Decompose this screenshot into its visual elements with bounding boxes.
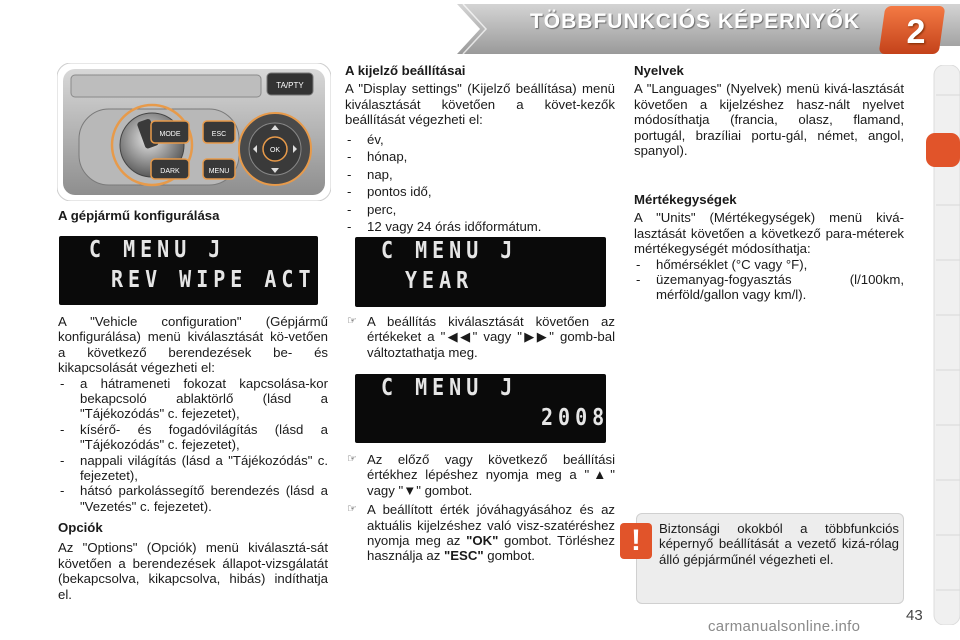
menu-button-label: MENU [208, 168, 230, 175]
options-section [58, 520, 328, 602]
list-item: - kísérő- és fogadóvilágítás (lásd a "Tájékozódás" c. fejezetet), [58, 422, 328, 453]
list-item: - üzemanyag-fogyasztás (l/100km, mérföld/gallon vagy km/l). [634, 272, 904, 303]
display-settings-intro: A "Display settings" (Kijelző beállítása) menü kiválasztását követően a követ-kezők beállítását végezheti el: [345, 81, 615, 128]
units-list [634, 257, 904, 303]
instruction-text: gombot. Törléshez használja az [367, 533, 615, 564]
chapter-number: 2 [906, 13, 926, 51]
vehicle-config-list [58, 376, 328, 515]
page-number: 43 [906, 607, 923, 624]
lcd-display-year [355, 237, 606, 307]
lcd-line-2: 2008 [541, 403, 610, 431]
lcd-display-vehicle-config [59, 236, 318, 305]
chapter-tab-strip [926, 65, 960, 625]
warning-icon: ! [620, 523, 652, 559]
instruction-text: A beállítás kiválasztását követően az értékeket a "◀◀" vagy "▶▶" gomb-bal változtathatja meg. [367, 314, 615, 360]
watermark: carmanualsonline.info [708, 618, 861, 635]
list-item: - nap, [345, 166, 615, 184]
control-panel-illustration [57, 63, 331, 201]
ta-pty-label: TA/PTY [276, 81, 304, 90]
list-item: - hőmérséklet (°C vagy °F), [634, 257, 904, 272]
list-item: - pontos idő, [345, 183, 615, 201]
list-item: - a hátrameneti fokozat kapcsolása-kor bekapcsoló ablaktörlő (lásd a "Tájékozódás" c. fejezetet), [58, 376, 328, 422]
pointer-hand-icon: ☞ [347, 453, 357, 465]
vehicle-config-section [58, 314, 328, 514]
vehicle-config-caption: A gépjármű konfigurálása [58, 208, 220, 223]
languages-text: A "Languages" (Nyelvek) menü kivá-lasztását követően a kijelzéshez hasz-nált nyelvet módosíthatja (francia, olasz, flamand, portugál, brazíliai portu-gál, német, angol, spanyol). [634, 81, 904, 159]
lcd-display-2008 [355, 373, 610, 443]
display-settings-heading: A kijelző beállításai [345, 63, 466, 78]
list-item: - perc, [345, 201, 615, 219]
instruction-text: A beállított érték jóváhagyásához és az aktuális kijelzéshez való visz-szatéréshez nyomja meg az [367, 502, 615, 549]
pointer-hand-icon: ☞ [347, 503, 357, 516]
ok-button-ref: "OK" [466, 533, 499, 549]
lcd-line-1: C MENU J [381, 373, 518, 401]
instruction-text: gombot. [483, 548, 535, 564]
languages-section [634, 63, 904, 158]
dark-button-label: DARK [160, 168, 180, 175]
ok-button-label: OK [269, 147, 281, 154]
list-item: - hátsó parkolássegítő berendezés (lásd a "Vezetés" c. fejezetet). [58, 483, 328, 514]
lcd-line-1: C MENU J [89, 235, 226, 263]
languages-heading: Nyelvek [634, 63, 684, 78]
instruction-text: Az előző vagy következő beállítási értékhez lépéshez nyomja meg a "▲" vagy "▼" gombot. [367, 452, 615, 498]
year-instruction [345, 314, 615, 360]
units-section [634, 192, 904, 303]
list-item: - év, [345, 131, 615, 149]
esc-button-label: ESC [211, 131, 227, 138]
display-settings-section [345, 63, 615, 236]
units-text: A "Units" (Mértékegységek) menü kivá-lasztását követően a következő para-méterek mértékegységét módosíthatja: [634, 210, 904, 257]
vehicle-config-intro: A "Vehicle configuration" (Gépjármű konfigurálása) menü kiválasztását kö-vetően a következő berendezések be- és kikapcsolását végezheti el: [58, 314, 328, 376]
units-heading: Mértékegységek [634, 192, 737, 207]
lcd-line-2: YEAR [405, 266, 474, 294]
warning-text: Biztonsági okokból a többfunkciós képernyő beállítását a vezető kizá-rólag álló gépjárműnél végezheti el. [659, 521, 899, 567]
options-heading: Opciók [58, 520, 103, 535]
lcd-line-1: C MENU J [381, 236, 518, 264]
list-item: - nappali világítás (lásd a "Tájékozódás" c. fejezetet), [58, 453, 328, 484]
active-chapter-tab [926, 133, 960, 167]
options-text: Az "Options" (Opciók) menü kiválasztá-sát követően a berendezések állapot-vizsgálatát (bekapcsolva, kikapcsolva, hibás) indíthatja el. [58, 540, 328, 602]
esc-button-ref: "ESC" [443, 548, 484, 564]
list-item: - 12 vagy 24 órás időformátum. [345, 218, 615, 236]
value-instructions [345, 452, 615, 564]
mode-button-label: MODE [159, 131, 181, 138]
pointer-hand-icon: ☞ [347, 315, 357, 327]
display-settings-list [345, 131, 615, 236]
list-item: - hónap, [345, 148, 615, 166]
lcd-line-2: REV WIPE ACT [111, 265, 316, 293]
page-title: TÖBBFUNKCIÓS KÉPERNYŐK [529, 10, 860, 33]
